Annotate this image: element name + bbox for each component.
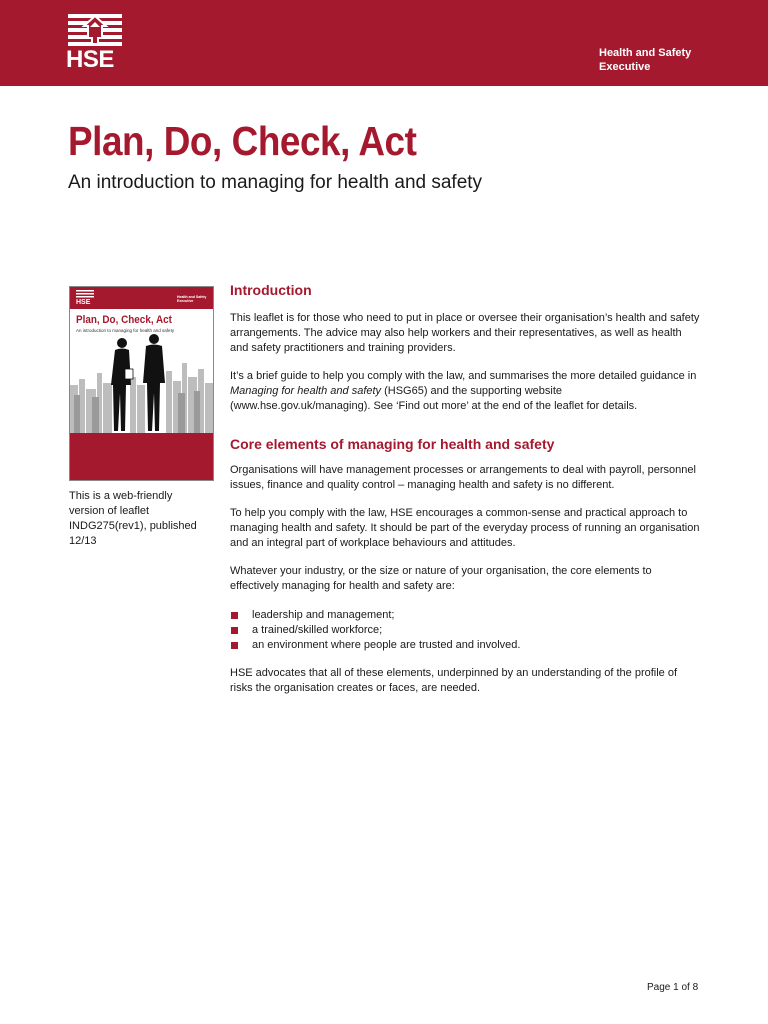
square-bullet-icon <box>231 612 238 619</box>
list-item-text: an environment where people are trusted and involved. <box>252 639 521 651</box>
org-name-line1: Health and Safety <box>599 47 692 59</box>
intro-paragraph-1: This leaflet is for those who need to put in place or oversee their organisation’s health and safety arrangements. The advice may also help workers and their representatives, as well as health and safety practitioners and training providers. <box>230 312 700 354</box>
org-name-line2: Executive <box>599 61 651 73</box>
intro-paragraph-2-end: (HSG65) and the supporting website (www.hse.gov.uk/managing). See ‘Find out more’ at the end of the leaflet for details. <box>230 385 638 412</box>
page-title: Plan, Do, Check, Act <box>68 118 417 164</box>
version-caption: This is a web-friendly version of leaflet INDG275(rev1), published 12/13 <box>69 490 197 547</box>
cover-title: Plan, Do, Check, Act <box>76 314 172 326</box>
core-elements-heading: Core elements of managing for health and safety <box>230 436 555 452</box>
cover-logo-text: HSE <box>76 299 91 306</box>
intro-heading: Introduction <box>230 282 312 298</box>
square-bullet-icon <box>231 627 238 634</box>
guidance-title: Managing for health and safety <box>230 385 382 397</box>
header-banner <box>0 0 768 86</box>
core-paragraph-1: Organisations will have management processes or arrangements to deal with payroll, personnel issues, finance and quality control – managing health and safety is no different. <box>230 464 696 491</box>
core-paragraph-4: HSE advocates that all of these elements, underpinned by an understanding of the profile of risks the organisation creates or faces, are needed. <box>230 667 678 694</box>
cover-illustration-icon <box>70 333 213 433</box>
square-bullet-icon <box>231 642 238 649</box>
cover-org-line2: Executive <box>177 299 194 303</box>
cover-org-line1: Health and Safety <box>177 295 207 299</box>
core-paragraph-3: Whatever your industry, or the size or nature of your organisation, the core elements to effectively managing for health and safety are: <box>230 565 652 592</box>
org-name <box>599 46 691 74</box>
page-number: Page 1 of 8 <box>647 982 699 993</box>
hse-logo-text: HSE <box>66 46 114 73</box>
leaflet-cover-thumbnail <box>69 286 214 481</box>
core-paragraph-2: To help you comply with the law, HSE encourages a common-sense and practical approach to managing health and safety. It should be part of the everyday process of running an organisation and an integral part of workplace behaviours and attitudes. <box>230 507 700 549</box>
list-item-text: a trained/skilled workforce; <box>252 624 383 636</box>
page-subtitle: An introduction to managing for health and safety <box>68 172 483 193</box>
list-item-text: leadership and management; <box>252 609 395 621</box>
hse-logo <box>66 14 128 72</box>
cover-subtitle: An introduction to managing for health and safety <box>76 328 175 333</box>
hse-logo-icon <box>68 14 122 48</box>
core-elements-list <box>230 608 700 653</box>
intro-paragraph-2 <box>230 369 700 414</box>
list-item <box>230 608 700 623</box>
list-item <box>230 623 700 638</box>
list-item <box>230 638 700 653</box>
main-content <box>230 280 700 696</box>
cover-footer-band <box>70 433 213 481</box>
cover-header-bar <box>70 287 213 309</box>
intro-paragraph-2-start: It’s a brief guide to help you comply with the law, and summarises the more detailed guidance in <box>230 370 697 382</box>
cover-org-name <box>177 295 206 303</box>
